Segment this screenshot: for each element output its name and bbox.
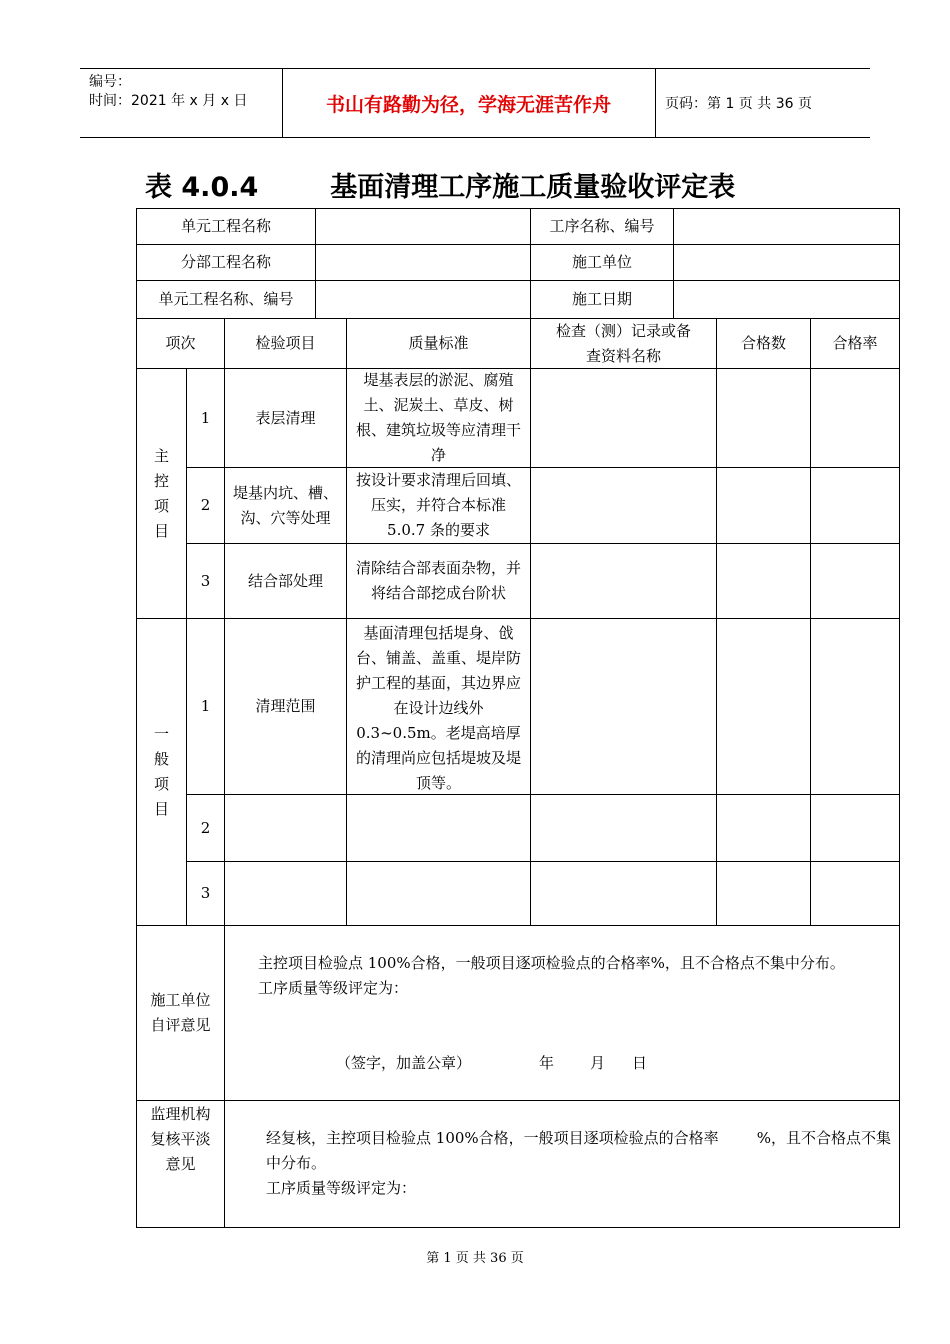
general-row-1-record: [530, 618, 717, 795]
main-row-3-standard: 清除结合部表面杂物，并将结合部挖成台阶状: [346, 543, 531, 619]
division-name-value: [315, 244, 531, 281]
general-label: [136, 618, 187, 926]
general-row-2-pass-count: [716, 794, 811, 862]
main-row-1-pass-rate: [810, 368, 900, 468]
main-control-label-text: 主控项目: [153, 446, 169, 540]
header-page-info: 页码：第 1 页 共 36 页: [665, 96, 812, 112]
general-row-1-pass-rate: [810, 618, 900, 795]
general-row-3-no: 3: [186, 861, 225, 926]
col-record: 检查（测）记录或备查资料名称: [530, 318, 717, 369]
header-divider: [655, 69, 656, 137]
self-eval-label: [136, 925, 225, 1101]
general-row-3-pass-rate: [810, 861, 900, 926]
general-row-3-standard: [346, 861, 531, 926]
self-eval-day: 日: [632, 1054, 648, 1072]
main-row-3-item: 结合部处理: [224, 543, 347, 619]
main-row-3-no: 3: [186, 543, 225, 619]
general-row-2-no: 2: [186, 794, 225, 862]
main-row-1-no: 1: [186, 368, 225, 468]
construction-date-value: [673, 280, 900, 319]
division-name-label: 分部工程名称: [136, 244, 316, 281]
construction-date-label: 施工日期: [530, 280, 674, 319]
supervision-line1: 经复核，主控项目检验点 100%合格，一般项目逐项检验点的合格率 %，且不合格点不集中分布。: [266, 1129, 892, 1172]
unit-name-value: [315, 208, 531, 245]
main-row-3-pass-count: [716, 543, 811, 619]
general-row-1-standard: 基面清理包括堤身、戗台、铺盖、盖重、堤岸防护工程的基面，其边界应在设计边线外 0.3~0.5m。老堤高培厚的清理尚应包括堤坡及堤顶等。: [346, 618, 531, 795]
unit-name-no-value: [315, 280, 531, 319]
general-row-3-pass-count: [716, 861, 811, 926]
process-name-value: [673, 208, 900, 245]
header-motto: 书山有路勤为径，学海无涯苦作舟: [325, 93, 611, 116]
self-eval-line2: 工序质量等级评定为：: [258, 979, 409, 997]
main-row-2-pass-count: [716, 467, 811, 544]
col-seq: 项次: [136, 318, 225, 369]
general-row-2-standard: [346, 794, 531, 862]
general-row-3-item: [224, 861, 347, 926]
unit-name-label: 单元工程名称: [136, 208, 316, 245]
main-row-2-item: 堤基内坑、槽、沟、穴等处理: [224, 467, 347, 544]
main-row-1-pass-count: [716, 368, 811, 468]
main-control-label: [136, 368, 187, 619]
supervision-line2: 工序质量等级评定为：: [266, 1179, 417, 1197]
self-eval-label-text: 施工单位自评意见: [150, 991, 211, 1034]
main-row-3-record: [530, 543, 717, 619]
col-item: 检验项目: [224, 318, 347, 369]
self-eval-month: 月: [590, 1054, 606, 1072]
unit-name-no-label: 单元工程名称、编号: [136, 280, 316, 319]
general-label-text: 一般项目: [153, 725, 169, 818]
time-label: 时间：2021 年 x 月 x 日: [89, 93, 248, 109]
supervision-label-text: 监理机构复核平淡意见: [150, 1105, 211, 1173]
self-eval-text: [258, 951, 894, 1001]
form-title: [145, 165, 735, 204]
page-footer: 第 1 页 共 36 页: [426, 1251, 524, 1266]
main-row-2-standard: 按设计要求清理后回填、压实，并符合本标准 5.0.7 条的要求: [346, 467, 531, 544]
col-standard: 质量标准: [346, 318, 531, 369]
self-eval-sign: （签字，加盖公章）: [336, 1054, 472, 1072]
form-number: 表 4.0.4: [145, 172, 259, 203]
supervision-text: [266, 1126, 894, 1201]
main-row-1-item: 表层清理: [224, 368, 347, 468]
general-row-1-no: 1: [186, 618, 225, 795]
col-pass-count: 合格数: [716, 318, 811, 369]
construction-unit-label: 施工单位: [530, 244, 674, 281]
process-name-label: 工序名称、编号: [530, 208, 674, 245]
general-row-2-item: [224, 794, 347, 862]
main-row-1-record: [530, 368, 717, 468]
main-row-3-pass-rate: [810, 543, 900, 619]
main-row-2-pass-rate: [810, 467, 900, 544]
col-pass-rate: 合格率: [810, 318, 900, 369]
main-row-2-no: 2: [186, 467, 225, 544]
supervision-label: [136, 1100, 225, 1228]
form-title-text: 基面清理工序施工质量验收评定表: [330, 172, 736, 203]
serial-label: 编号：: [89, 74, 131, 90]
document-header: [80, 68, 870, 138]
header-meta: [89, 73, 247, 111]
general-row-1-pass-count: [716, 618, 811, 795]
general-row-1-item: 清理范围: [224, 618, 347, 795]
construction-unit-value: [673, 244, 900, 281]
general-row-2-record: [530, 794, 717, 862]
general-row-3-record: [530, 861, 717, 926]
self-eval-line1: 主控项目检验点 100%合格，一般项目逐项检验点的合格率%，且不合格点不集中分布。: [258, 954, 845, 972]
main-row-1-standard: 堤基表层的淤泥、腐殖土、泥炭土、草皮、树根、建筑垃圾等应清理干净: [346, 368, 531, 468]
self-eval-year: 年: [539, 1054, 555, 1072]
general-row-2-pass-rate: [810, 794, 900, 862]
main-row-2-record: [530, 467, 717, 544]
